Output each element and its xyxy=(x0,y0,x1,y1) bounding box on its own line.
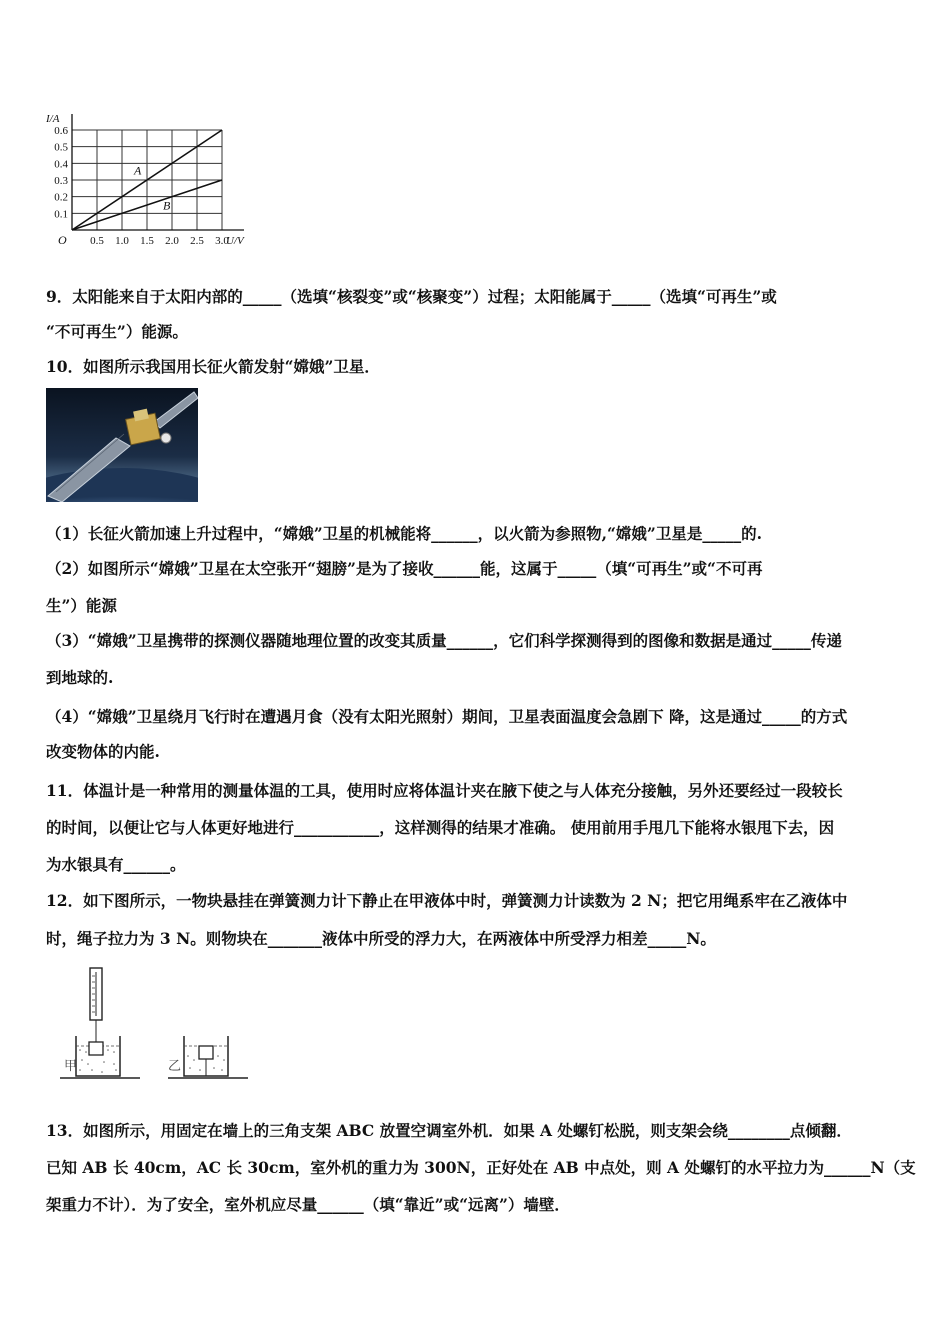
q12-line1: 12．如下图所示，一物块悬挂在弹簧测力计下静止在甲液体中时，弹簧测力计读数为 2 N；把它用绳系牢在乙液体中 xyxy=(46,891,848,910)
x-tick-label: 3.0 xyxy=(215,235,229,247)
label-jia: 甲 xyxy=(64,1058,78,1073)
y-axis-label: I/A xyxy=(46,113,60,125)
x-tick-label: 2.0 xyxy=(165,235,179,247)
x-tick-label: 1.0 xyxy=(115,235,129,247)
q13-line2: 已知 AB 长 40cm，AC 长 30cm，室外机的重力为 300N，正好处在 AB 中点处，则 A 处螺钉的水平拉力为______N（支 xyxy=(46,1158,916,1177)
y-tick-label: 0.4 xyxy=(54,158,68,171)
q13-line1: 13．如图所示，用固定在墙上的三角支架 ABC 放置空调室外机．如果 A 处螺钉松脱，则支架会绕________点倾翻． xyxy=(46,1121,852,1140)
q9-line1: 9．太阳能来自于太阳内部的_____（选填“核裂变”或“核聚变”）过程；太阳能属于_____（选填“可再生”或 xyxy=(46,287,777,306)
x-tick-label: 2.5 xyxy=(190,235,204,247)
origin-label: O xyxy=(58,233,67,247)
x-axis-label: U/V xyxy=(226,235,244,247)
y-tick-label: 0.6 xyxy=(54,125,68,137)
x-tick-label: 0.5 xyxy=(90,235,104,247)
q10-title: 10．如图所示我国用长征火箭发射“嫦娥”卫星． xyxy=(46,357,380,376)
q12-line2: 时，绳子拉力为 3 N。则物块在_______液体中所受的浮力大，在两液体中所受浮力相差_____N。 xyxy=(46,929,716,948)
x-tick-label: 1.5 xyxy=(140,235,154,247)
q10-part4-line1: （4）“嫦娥”卫星绕月飞行时在遭遇月食（没有太阳光照射）期间，卫星表面温度会急剧下 降，这是通过_____的方式 xyxy=(46,707,848,726)
y-tick-label: 0.1 xyxy=(54,208,68,221)
q10-part3-line1: （3）“嫦娥”卫星携带的探测仪器随地理位置的改变其质量______，它们科学探测得到的图像和数据是通过_____传递 xyxy=(46,631,842,650)
q11-line2: 的时间，以便让它与人体更好地进行___________，这样测得的结果才准确。 使用前用手甩几下能将水银甩下去，因 xyxy=(46,818,835,837)
q13-line3: 架重力不计）．为了安全，室外机应尽量______（填“靠近”或“远离”）墙壁． xyxy=(46,1195,570,1214)
y-tick-label: 0.2 xyxy=(54,191,68,204)
series-label-B: B xyxy=(163,198,171,213)
q10-part2-line2: 生”）能源 xyxy=(46,596,117,615)
label-yi: 乙 xyxy=(168,1058,182,1073)
satellite-image xyxy=(46,388,198,502)
q10-part4-line2: 改变物体的内能. xyxy=(46,742,160,761)
iu-graph xyxy=(40,96,270,268)
beakers-figure xyxy=(58,966,250,1086)
q10-part2-line1: （2）如图所示“嫦娥”卫星在太空张开“翅膀”是为了接收______能，这属于_____（填“可再生”或“不可再 xyxy=(46,559,763,578)
series-label-A: A xyxy=(134,163,142,178)
q9-line2: “不可再生”）能源。 xyxy=(46,322,188,341)
q11-line3: 为水银具有______。 xyxy=(46,855,186,874)
y-tick-label: 0.5 xyxy=(54,141,68,154)
q10-part1: （1）长征火箭加速上升过程中，“嫦娥”卫星的机械能将______，以火箭为参照物,“嫦娥”卫星是_____的. xyxy=(46,524,762,543)
q10-part3-line2: 到地球的. xyxy=(46,668,114,687)
q11-line1: 11．体温计是一种常用的测量体温的工具，使用时应将体温计夹在腋下使之与人体充分接触，另外还要经过一段较长 xyxy=(46,781,843,800)
y-tick-label: 0.3 xyxy=(54,175,68,187)
